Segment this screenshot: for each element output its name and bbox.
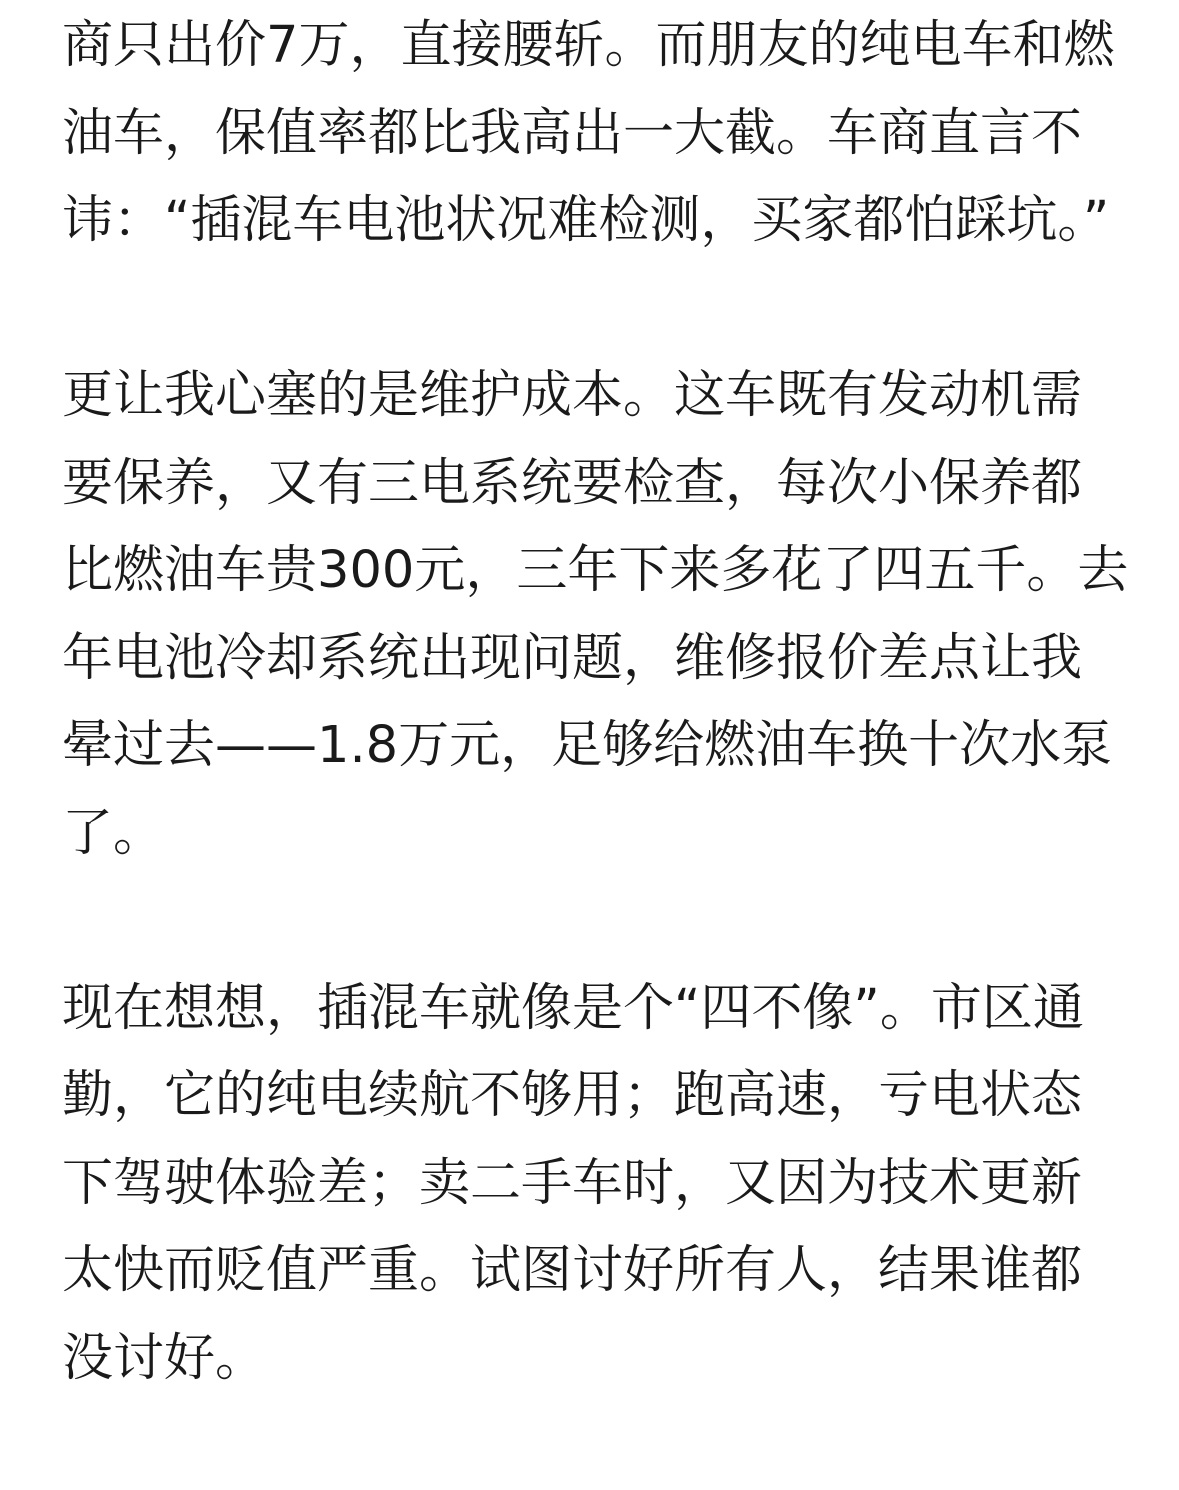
text-line: 比燃油车贵300元，三年下来多花了四五千。去: [62, 541, 1129, 600]
text-line: 更让我心塞的是维护成本。这车既有发动机需: [62, 366, 1083, 425]
text-line: 年电池冷却系统出现问题，维修报价差点让我: [62, 628, 1083, 688]
text-line: 讳：“插混车电池状况难检测，买家都怕踩坑。”: [62, 191, 1110, 250]
text-line: 油车，保值率都比我高出一大截。车商直言不: [62, 103, 1083, 163]
paragraph-resale-value: [62, 2, 1122, 265]
paragraph-maintenance-cost: [62, 352, 1129, 877]
text-line: 要保养，又有三电系统要检查，每次小保养都: [62, 453, 1083, 513]
text-line: 没讨好。: [62, 1328, 267, 1388]
text-line: 晕过去——1.8万元，足够给燃油车换十次水泵: [62, 716, 1113, 775]
article-body: [62, 2, 1129, 1490]
text-line: 太快而贬值严重。试图讨好所有人，结果谁都: [62, 1241, 1083, 1300]
text-line: 现在想想，插混车就像是个“四不像”。市区通: [62, 978, 1084, 1038]
text-line: 下驾驶体验差；卖二手车时，又因为技术更新: [62, 1153, 1083, 1213]
paragraph-conclusion: [62, 965, 1122, 1403]
text-line: 了。: [62, 803, 165, 863]
text-line: 商只出价7万，直接腰斩。而朋友的纯电车和燃: [62, 16, 1115, 75]
text-line: 勤，它的纯电续航不够用；跑高速，亏电状态: [62, 1066, 1083, 1125]
